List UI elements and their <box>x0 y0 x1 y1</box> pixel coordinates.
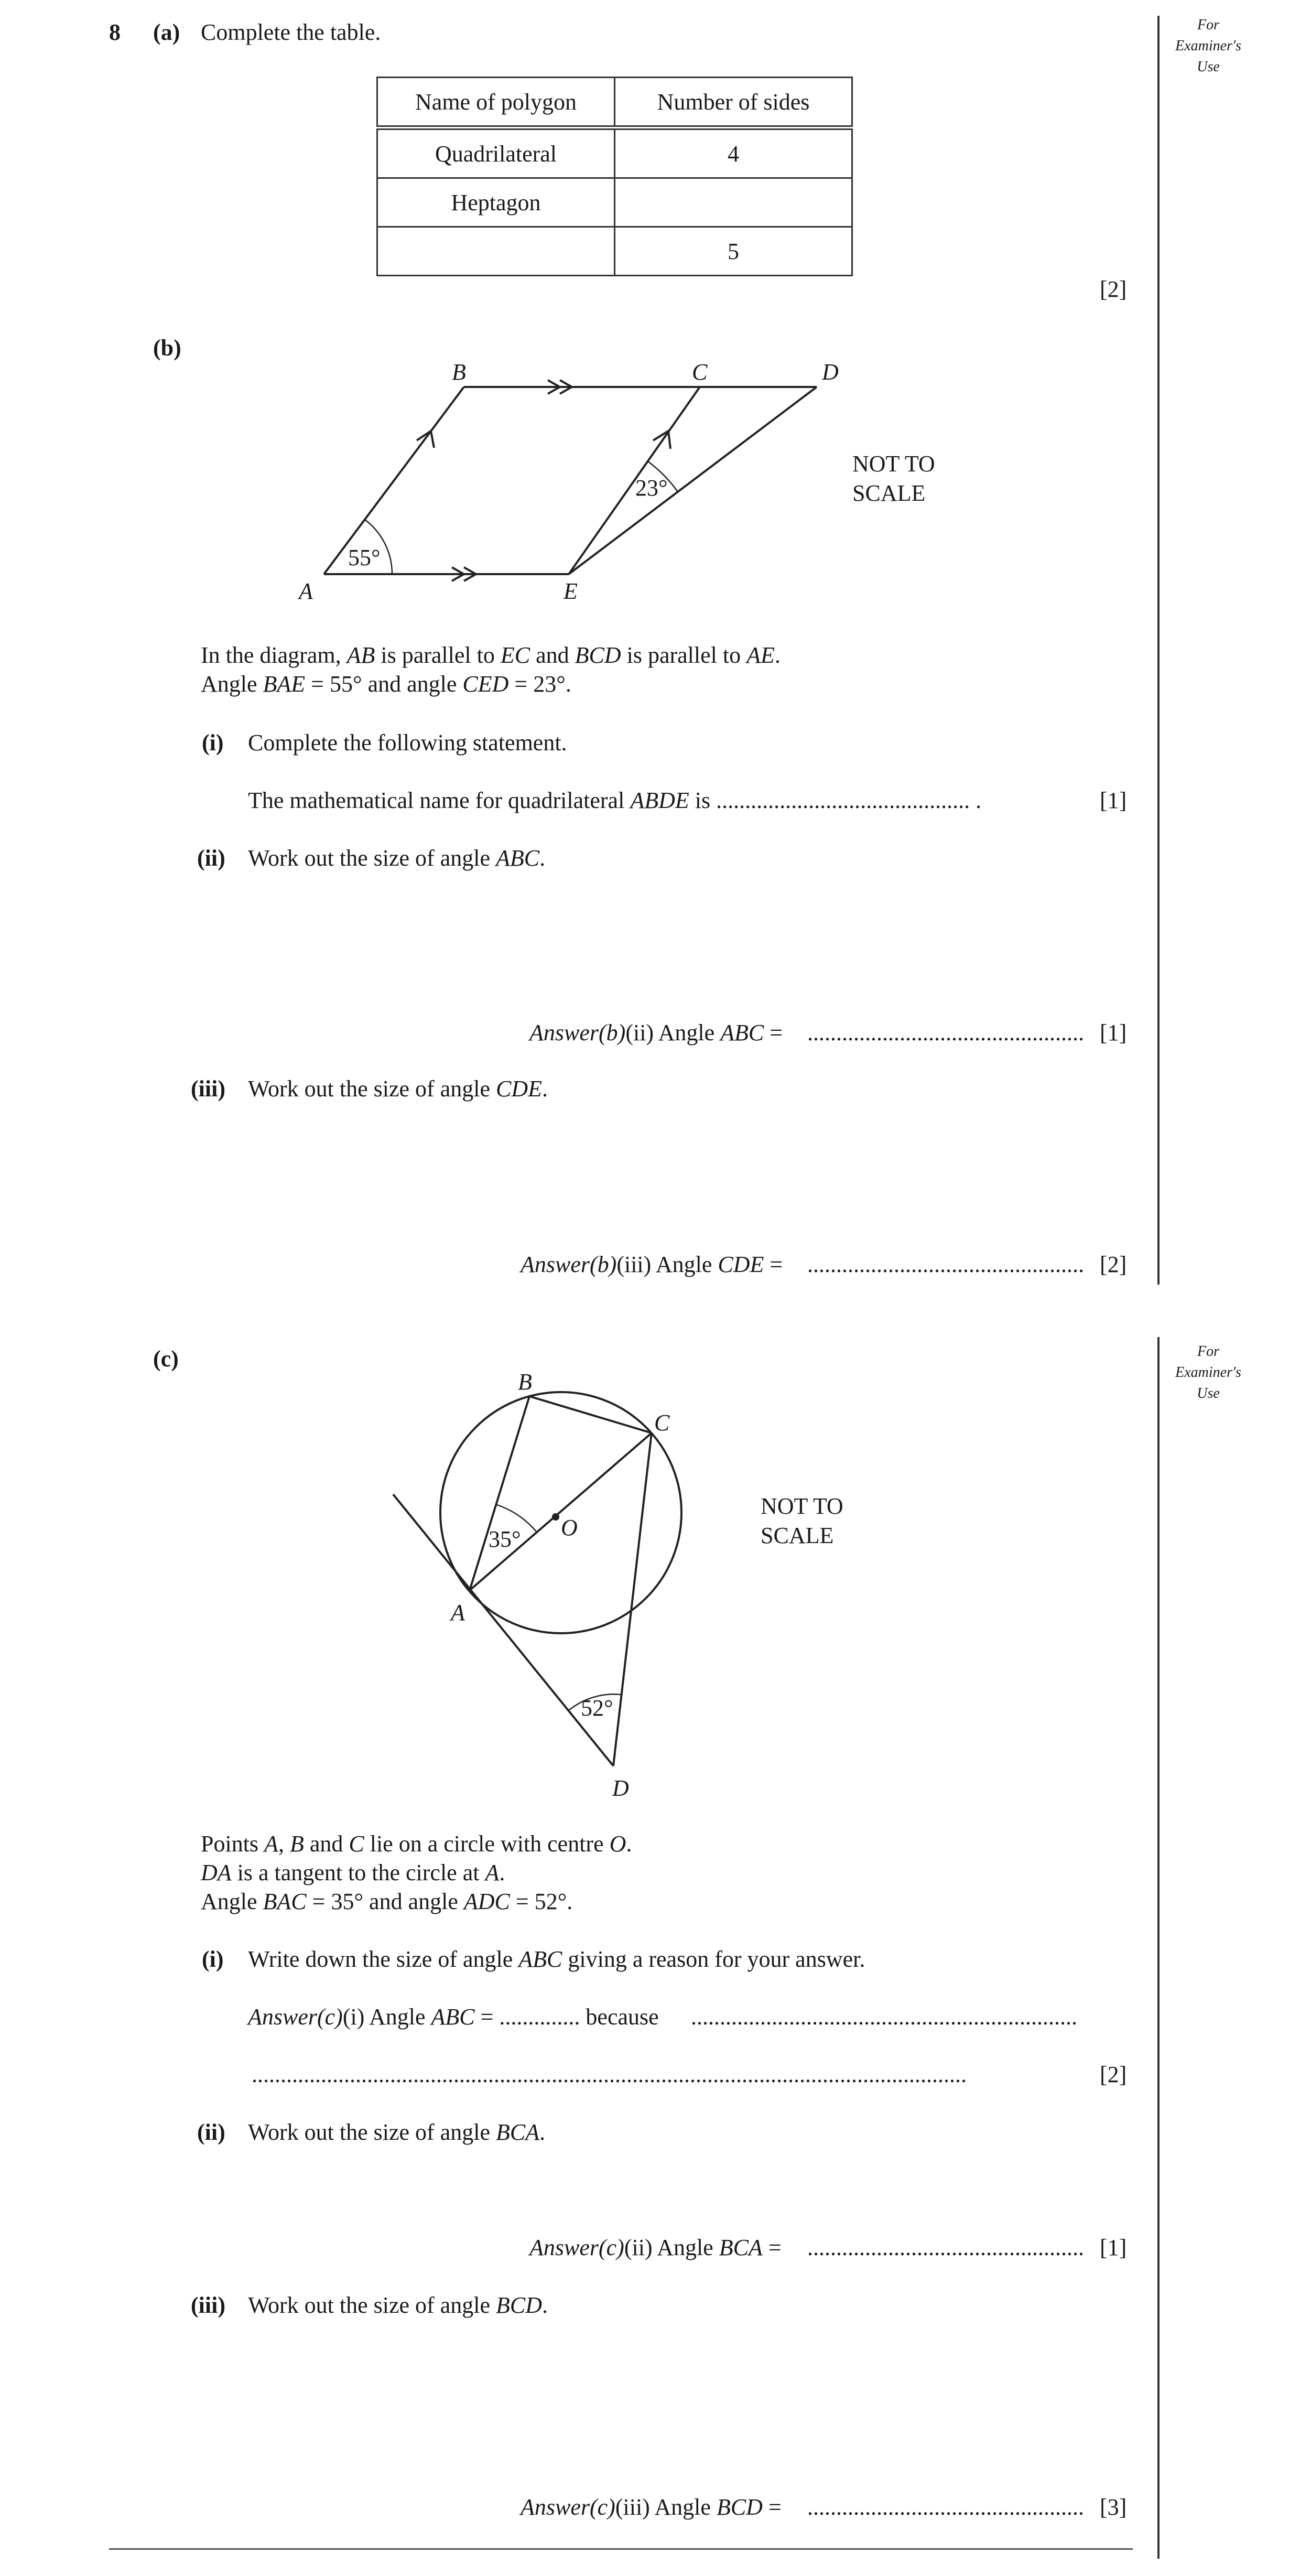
point-c-label-c: C <box>654 1410 670 1436</box>
answer-line-c-i[interactable]: Answer(c)(i) Angle ABC = .............. because <box>248 2004 659 2030</box>
part-b-iii-instruction: Work out the size of angle CDE. <box>248 1076 548 1102</box>
part-a-marks: [2] <box>1100 276 1127 302</box>
part-b-iii-marks: [2] <box>1100 1252 1127 1277</box>
parallelogram-diagram <box>283 346 839 608</box>
part-b-i-label: (i) <box>202 730 224 756</box>
point-b-label-c: B <box>518 1369 532 1395</box>
angle-ced-label: 23° <box>635 475 668 501</box>
part-c-iii-label: (iii) <box>191 2292 225 2318</box>
part-b-i-instruction: Complete the following statement. <box>248 730 567 756</box>
part-c-iii-marks: [3] <box>1100 2494 1127 2520</box>
table-header-sides: Number of sides <box>615 78 852 128</box>
examiner-use-note-bottom: For Examiner's Use <box>1175 1343 1241 1402</box>
examiner-use-note-top: For Examiner's Use <box>1175 17 1241 75</box>
answer-dots-b-iii[interactable]: ................................................ <box>807 1252 1084 1277</box>
line-ec <box>569 387 700 574</box>
table-cell: Heptagon <box>377 178 615 227</box>
answer-dots-c-i-reason[interactable]: ................................................................... <box>691 2004 1077 2030</box>
point-e-label: E <box>564 578 578 604</box>
answer-line-c-iii: Answer(c)(iii) Angle BCD = <box>521 2494 782 2520</box>
part-b-stem-1: In the diagram, AB is parallel to EC and BCD is parallel to AE. <box>201 642 781 668</box>
point-b-label: B <box>452 359 466 385</box>
part-a-instruction: Complete the table. <box>201 19 381 45</box>
part-b-ii-marks: [1] <box>1100 1020 1127 1046</box>
angle-bae-label: 55° <box>348 545 381 570</box>
line-ab <box>324 387 464 574</box>
part-c-i-instruction: Write down the size of angle ABC giving a reason for your answer. <box>248 1946 865 1972</box>
answer-line-c-ii: Answer(c)(ii) Angle BCA = <box>529 2235 782 2260</box>
part-c-stem-1: Points A, B and C lie on a circle with centre O. <box>201 1831 632 1857</box>
answer-dots-c-ii[interactable]: ................................................ <box>807 2235 1084 2260</box>
part-b-iii-label: (iii) <box>191 1076 225 1102</box>
part-c-stem-2: DA is a tangent to the circle at A. <box>201 1860 505 1885</box>
angle-bac-label: 35° <box>489 1526 521 1552</box>
answer-dots-c-iii[interactable]: ................................................ <box>807 2494 1084 2520</box>
line-ac <box>470 1433 652 1590</box>
line-bc <box>529 1396 652 1433</box>
part-c-i-label: (i) <box>202 1946 224 1972</box>
angle-adc-label: 52° <box>581 1695 613 1721</box>
table-row <box>377 227 852 276</box>
point-d-label-c: D <box>612 1775 629 1801</box>
part-c-iii-instruction: Work out the size of angle BCD. <box>248 2292 548 2318</box>
table-row <box>377 178 852 227</box>
table-answer-cell[interactable] <box>615 178 852 227</box>
page-bottom-rule <box>109 2548 1133 2550</box>
point-d-label: D <box>822 359 839 385</box>
point-a-label: A <box>299 578 313 604</box>
table-cell: 5 <box>615 227 852 276</box>
part-c-ii-marks: [1] <box>1100 2235 1127 2260</box>
part-c-ii-label: (ii) <box>197 2119 225 2145</box>
part-b-i-marks: [1] <box>1100 788 1127 813</box>
not-to-scale-b: NOT TO SCALE <box>852 451 935 506</box>
answer-dots-b-i[interactable]: ............................................ . <box>716 788 982 813</box>
centre-o-dot <box>552 1513 559 1521</box>
table-row <box>377 128 852 178</box>
part-c-i-marks: [2] <box>1100 2062 1127 2087</box>
part-b-stem-2: Angle BAE = 55° and angle CED = 23°. <box>201 671 571 697</box>
table-cell: 4 <box>615 128 852 178</box>
answer-dots-b-ii[interactable]: ................................................ <box>807 1020 1084 1046</box>
part-c-label: (c) <box>153 1346 179 1372</box>
part-b-label: (b) <box>153 335 181 361</box>
table-header-row <box>377 78 852 128</box>
table-cell: Quadrilateral <box>377 128 615 178</box>
point-a-label-c: A <box>451 1600 465 1625</box>
part-b-ii-label: (ii) <box>197 845 225 871</box>
point-o-label: O <box>561 1515 578 1540</box>
line-ed <box>569 387 817 574</box>
polygon-table <box>376 77 853 276</box>
examiner-margin-rule-top <box>1157 16 1160 1285</box>
table-answer-cell[interactable] <box>377 227 615 276</box>
not-to-scale-c: NOT TO SCALE <box>761 1493 843 1548</box>
answer-line-b-iii: Answer(b)(iii) Angle CDE = <box>521 1252 783 1277</box>
answer-dots-c-i-line2[interactable]: ............................................................................................................................ <box>252 2062 967 2087</box>
point-c-label: C <box>692 359 708 385</box>
examiner-margin-rule-bottom <box>1157 1337 1160 2559</box>
part-c-ii-instruction: Work out the size of angle BCA. <box>248 2119 546 2145</box>
part-b-ii-instruction: Work out the size of angle ABC. <box>248 845 546 871</box>
question-number: 8 <box>109 19 121 45</box>
part-a-label: (a) <box>153 19 180 45</box>
answer-line-b-ii: Answer(b)(ii) Angle ABC = <box>529 1020 783 1046</box>
circle-tangent-diagram <box>377 1363 692 1801</box>
part-b-i-statement: The mathematical name for quadrilateral ABDE is ............................................ . <box>248 788 982 813</box>
part-c-stem-3: Angle BAC = 35° and angle ADC = 52°. <box>201 1889 573 1914</box>
table-header-name: Name of polygon <box>377 78 615 128</box>
